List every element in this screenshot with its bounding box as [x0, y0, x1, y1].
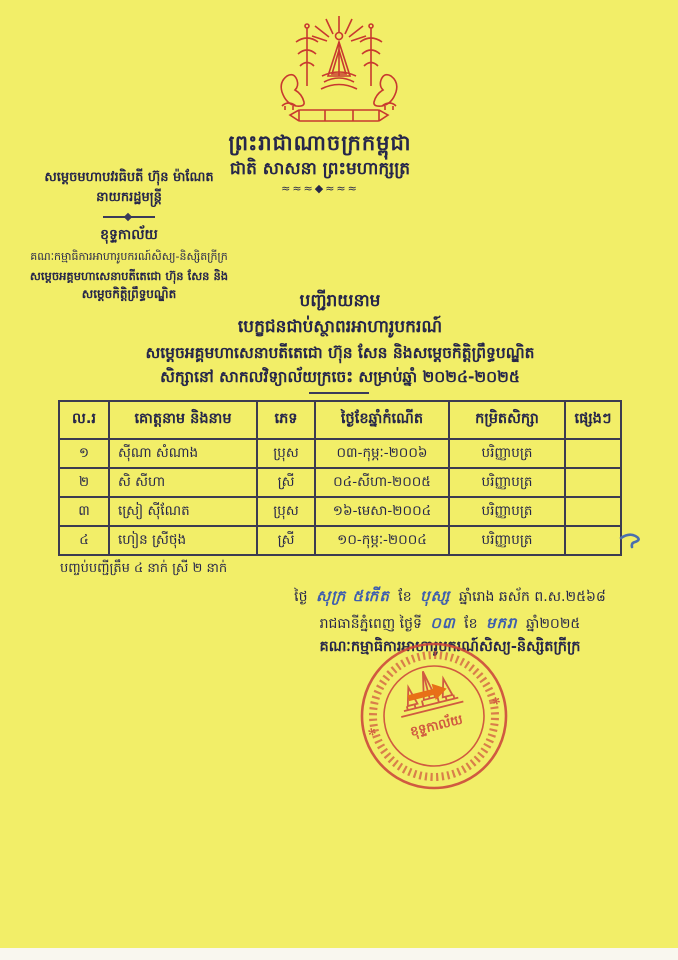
table-cell — [565, 468, 621, 497]
svg-text:✻: ✻ — [491, 695, 502, 709]
prime-minister-name: សម្តេចមហាបវរធិបតី ហ៊ុន ម៉ាណែត — [44, 170, 214, 185]
ribbon-banner-icon — [290, 110, 388, 121]
royal-umbrella-right-icon — [360, 24, 382, 86]
table-cell: ១៦-មេសា-២០០៤ — [315, 497, 449, 526]
table-row — [59, 439, 621, 468]
divider-line — [103, 216, 155, 218]
office-name: ខុទ្ទកាល័យ — [100, 227, 158, 244]
table-cell: ០៣-កុម្ភៈ-២០០៦ — [315, 439, 449, 468]
sender-block — [14, 168, 244, 304]
table-cell — [565, 439, 621, 468]
lion-right-icon — [374, 75, 397, 110]
gregorian-date-line — [230, 610, 670, 637]
table-row — [59, 526, 621, 555]
table-cell: ស៊ីណា សំណាង — [109, 439, 257, 468]
column-header: កម្រិតសិក្សា — [449, 401, 565, 439]
table-cell: ស្រី — [257, 468, 315, 497]
committee-signature-line: គណៈកម្មាធិការអាហារូបករណ៍សិស្យ-និស្សិតក្រីក្រ — [319, 639, 581, 655]
printed-text: ឆ្នាំ២០២៥ — [521, 615, 581, 632]
printed-text: ឆ្នាំរោង ឆស័ក ព.ស.២៥៦៨ — [454, 589, 606, 605]
column-header: ល.រ — [59, 401, 109, 439]
crown-icon — [321, 42, 357, 89]
handwritten-text: សុក្រ ៥កើត — [315, 587, 390, 605]
lion-left-icon — [281, 75, 304, 110]
table-cell: បរិញ្ញាបត្រ — [449, 439, 565, 468]
lunar-date-line — [230, 583, 670, 610]
royal-arms-emblem — [252, 14, 427, 132]
title-underline — [309, 392, 369, 394]
prime-minister-title: នាយករដ្ឋមន្ត្រី — [96, 189, 162, 205]
table-header-row — [59, 401, 621, 439]
printed-text: រាជធានីភ្នំពេញ ថ្ងៃទី — [319, 615, 427, 632]
printed-text: ខែ — [393, 589, 417, 605]
scan-edge — [0, 948, 678, 960]
handwritten-text: ០៣ — [430, 613, 456, 632]
title-line1: បញ្ជីរាយនាម — [299, 291, 381, 311]
handwritten-text: បុស្ស — [420, 587, 451, 605]
table-cell: ១ — [59, 439, 109, 468]
table-row — [59, 468, 621, 497]
table-cell: បរិញ្ញាបត្រ — [449, 526, 565, 555]
handwritten-scribble-icon — [618, 530, 644, 552]
table-cell: ស្រៀ ស៊ីណែត — [109, 497, 257, 526]
royal-umbrella-left-icon — [296, 24, 318, 86]
committee-name-line1: គណៈកម្មាធិការអាហារូបករណ៍សិស្យ-និស្សិតក្រីក្រ — [30, 250, 228, 264]
table-cell: ២ — [59, 468, 109, 497]
table-cell: ៤ — [59, 526, 109, 555]
column-header: ផ្សេងៗ — [565, 401, 621, 439]
title-line3: សម្តេចអគ្គមហាសេនាបតីតេជោ ហ៊ុន សែន និងសម្តេចកិត្តិព្រឹទ្ធបណ្ឌិត — [145, 343, 535, 362]
table-row — [59, 497, 621, 526]
printed-text: ថ្ងៃ — [294, 589, 312, 605]
table-cell: ប្រុស — [257, 497, 315, 526]
students-table — [58, 400, 622, 556]
column-header: ភេទ — [257, 401, 315, 439]
table-cell: ០៤-សីហា-២០០៥ — [315, 468, 449, 497]
table-cell: ប្រុស — [257, 439, 315, 468]
committee-name-line2: សម្តេចអគ្គមហាសេនាបតីតេជោ ហ៊ុន សែន និង — [29, 268, 229, 283]
printed-text: ខែ — [459, 615, 482, 632]
table-cell: បរិញ្ញាបត្រ — [449, 468, 565, 497]
title-line2: បេក្ខជនជាប់ស្ថាពរអាហារូបករណ៍ — [237, 317, 443, 338]
document-title-block — [60, 288, 620, 390]
table-cell: ១០-កុម្ភៈ-២០០៤ — [315, 526, 449, 555]
column-header: គោត្តនាម និងនាម — [109, 401, 257, 439]
angkor-wat-icon — [392, 664, 464, 717]
table-body — [59, 439, 621, 555]
table-cell — [565, 497, 621, 526]
svg-text:✻: ✻ — [366, 726, 378, 740]
date-block — [230, 583, 670, 636]
table-cell: ៣ — [59, 497, 109, 526]
stamp-center-text: ខុទ្ទកាល័យ — [408, 712, 465, 740]
title-line4: សិក្សានៅ សាកលវិទ្យាល័យក្រចេះ សម្រាប់ឆ្នាំ ២០២៤-២០២៥ — [160, 368, 520, 387]
table-cell: សិ សីហា — [109, 468, 257, 497]
table-cell — [565, 526, 621, 555]
list-summary: បញ្ចប់បញ្ជីត្រឹម ៤ នាក់ ស្រី ២ នាក់ — [60, 561, 228, 576]
sun-rays-icon — [312, 16, 366, 41]
table-cell: ហៀន ស្រីថុង — [109, 526, 257, 555]
table-cell: ស្រី — [257, 526, 315, 555]
kingdom-title: ព្រះរាជាណាចក្រកម្ពុជា — [228, 131, 412, 155]
national-motto: ជាតិ សាសនា ព្រះមហាក្សត្រ — [229, 159, 411, 179]
committee-name-line3: សម្តេចកិត្តិព្រឹទ្ធបណ្ឌិត — [81, 287, 177, 302]
motto-divider-ornament: ≈≈≈◆≈≈≈ — [281, 182, 359, 195]
column-header: ថ្ងៃខែឆ្នាំកំណើត — [315, 401, 449, 439]
handwritten-text: មករា — [485, 613, 518, 632]
table-cell: បរិញ្ញាបត្រ — [449, 497, 565, 526]
